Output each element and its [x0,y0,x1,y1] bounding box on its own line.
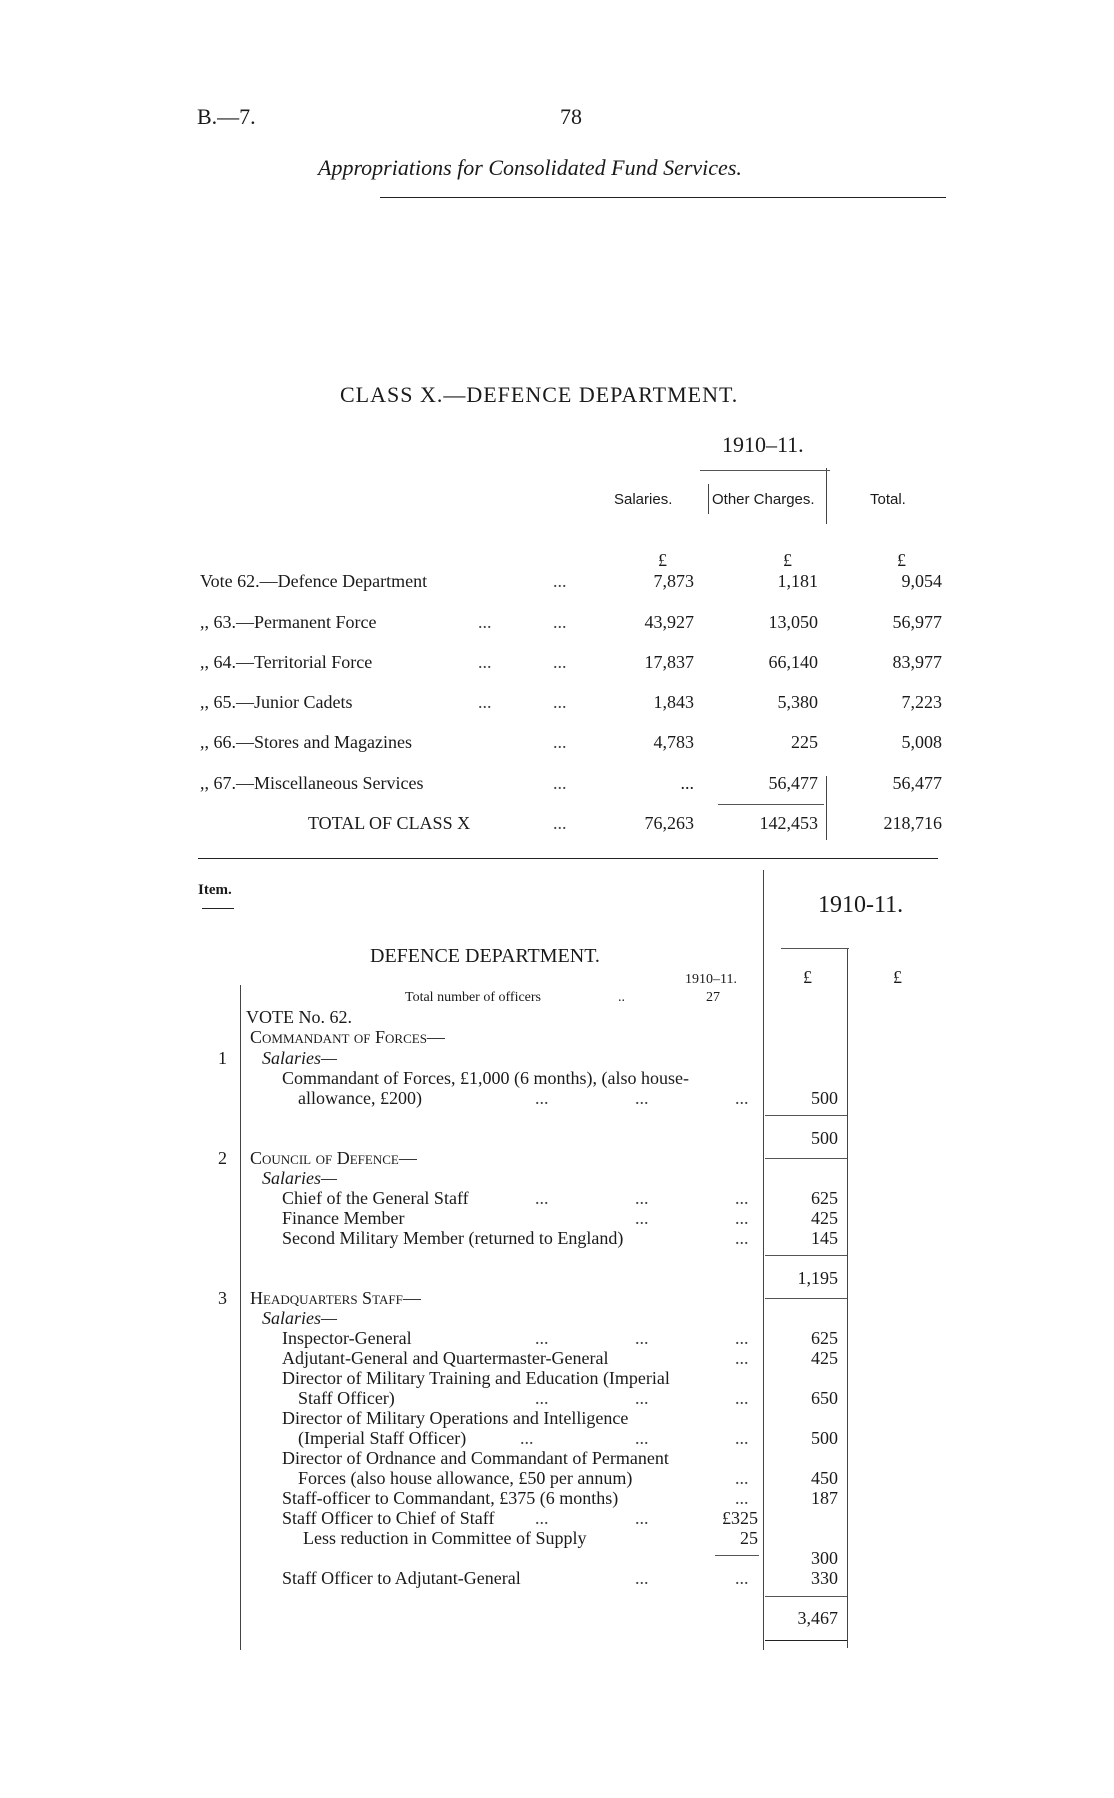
hq-inspector-amount: 625 [811,1328,838,1348]
dots: ... [735,1428,749,1448]
item-number-2: 2 [218,1148,227,1168]
amount-column-left [763,870,764,1650]
council-item-label: Chief of the General Staff [282,1188,469,1208]
currency-other: £ [783,550,792,570]
hq-heading: Headquarters Staff— [250,1288,421,1308]
dots: ... [735,1228,749,1248]
item-rule [202,908,234,909]
officers-dots: .. [618,990,625,1005]
council-item-label: Finance Member [282,1208,405,1228]
col-divider [708,484,709,514]
page-title: Appropriations for Consolidated Fund Services. [318,155,742,180]
hq-ordnance-line2: Forces (also house allowance, £50 per annum) [298,1468,633,1488]
section-rule [198,858,938,859]
row-other: 5,380 [777,692,818,712]
row-other: 56,477 [768,773,818,793]
salaries-label: Salaries— [262,1048,338,1068]
subtotal-rule [765,1255,847,1256]
detail-year: 1910-11. [818,892,904,918]
col-salaries: Salaries. [614,491,673,508]
currency-total: £ [897,550,906,570]
row-salaries: 43,927 [644,612,694,632]
subtotal-rule [765,1158,847,1159]
council-heading: Council of Defence— [250,1148,417,1168]
currency-salaries: £ [658,550,667,570]
row-label: ,, 67.—Miscellaneous Services [200,773,424,793]
commandant-line2: allowance, £200) [298,1088,422,1108]
hq-ops-line2: (Imperial Staff Officer) [298,1428,467,1448]
dots: ... [735,1208,749,1228]
row-dots: ... [553,612,567,632]
row-other: 225 [791,732,818,752]
dots: ... [735,1468,749,1488]
hq-staff-commandant-amount: 187 [811,1488,838,1508]
dots: ... [535,1088,549,1108]
hq-staff-commandant: Staff-officer to Commandant, £375 (6 months) [282,1488,619,1508]
dots: ... [735,1568,749,1588]
row-dots: ... [553,692,567,712]
row-other: 13,050 [768,612,818,632]
total-salaries: 76,263 [644,813,694,833]
item-number-1: 1 [218,1048,227,1068]
dots: ... [735,1088,749,1108]
net-rule [715,1555,759,1556]
dots: ... [735,1328,749,1348]
summary-year: 1910–11. [722,432,804,457]
hq-less-reduction: Less reduction in Committee of Supply [303,1528,587,1548]
row-salaries: ... [680,773,694,793]
dots: ... [635,1188,649,1208]
row-total: 83,977 [892,652,942,672]
hq-adjutant-amount: 425 [811,1348,838,1368]
dots: ... [735,1348,749,1368]
hq-staff-chief: Staff Officer to Chief of Staff [282,1508,495,1528]
dots: ... [535,1328,549,1348]
row-total: 5,008 [901,732,942,752]
dots: ... [635,1328,649,1348]
row-total: 56,977 [892,612,942,632]
class-title: CLASS X.—DEFENCE DEPARTMENT. [340,382,739,407]
vote-label: VOTE No. 62. [246,1007,352,1027]
amount-column-right [847,948,848,1648]
commandant-line1: Commandant of Forces, £1,000 (6 months), (also house- [282,1068,689,1088]
amount-head-rule [781,948,849,949]
row-label: ,, 65.—Junior Cadets [200,692,353,712]
col-divider [826,776,827,840]
council-item-label: Second Military Member (returned to England) [282,1228,624,1248]
row-dots: ... [553,732,567,752]
dots: ... [635,1208,649,1228]
dots: ... [635,1388,649,1408]
total-rule [718,804,824,805]
row-salaries: 1,843 [653,692,694,712]
dots: ... [535,1188,549,1208]
dots: ... [735,1188,749,1208]
hq-subtotal: 3,467 [797,1608,838,1628]
hq-less-amount: 25 [740,1528,758,1548]
hq-ordnance-line1: Director of Ordnance and Commandant of Permanent [282,1448,669,1468]
dots: ... [635,1568,649,1588]
total-dots: ... [553,813,567,833]
row-total: 56,477 [892,773,942,793]
dots: ... [520,1428,534,1448]
row-dots: ... [478,612,492,632]
council-item-amount: 145 [811,1228,838,1248]
hq-inspector: Inspector-General [282,1328,412,1348]
row-total: 7,223 [901,692,942,712]
page-ref: B.—7. [197,104,256,129]
dots: ... [635,1088,649,1108]
dots: ... [635,1508,649,1528]
currency-col1: £ [803,967,812,987]
hq-training-amount: 650 [811,1388,838,1408]
row-total: 9,054 [901,571,942,591]
hq-training-line2: Staff Officer) [298,1388,395,1408]
council-subtotal: 1,195 [797,1268,838,1288]
hq-ordnance-amount: 450 [811,1468,838,1488]
year-rule [700,470,830,471]
subtotal-rule [765,1640,847,1641]
council-item-amount: 425 [811,1208,838,1228]
row-dots: ... [553,652,567,672]
dots: ... [735,1388,749,1408]
col-total: Total. [870,491,906,508]
council-item-amount: 625 [811,1188,838,1208]
row-dots: ... [478,652,492,672]
commandant-heading: Commandant of Forces— [250,1027,445,1047]
salaries-label: Salaries— [262,1168,338,1188]
currency-col2: £ [893,967,902,987]
subtotal-rule [765,1115,847,1116]
dots: ... [635,1428,649,1448]
salaries-label: Salaries— [262,1308,338,1328]
row-label: ,, 64.—Territorial Force [200,652,373,672]
row-label: ,, 66.—Stores and Magazines [200,732,412,752]
header-rule [380,197,946,198]
row-other: 1,181 [777,571,818,591]
row-dots: ... [553,571,567,591]
item-column-line [240,985,241,1650]
row-other: 66,140 [768,652,818,672]
total-label: TOTAL OF CLASS X [308,813,471,833]
page-number: 78 [560,104,582,129]
officers-count: 27 [706,990,720,1005]
hq-ops-amount: 500 [811,1428,838,1448]
subtotal-rule [765,1298,847,1299]
row-label: ,, 63.—Permanent Force [200,612,377,632]
hq-staff-chief-gross: £325 [722,1508,758,1528]
row-salaries: 7,873 [653,571,694,591]
row-dots: ... [553,773,567,793]
total-total: 218,716 [883,813,942,833]
officers-year: 1910–11. [685,972,737,987]
officers-label: Total number of officers [405,990,541,1005]
hq-adjutant: Adjutant-General and Quartermaster-General [282,1348,609,1368]
dots: ... [535,1508,549,1528]
dots: ... [735,1488,749,1508]
row-dots: ... [478,692,492,712]
hq-staff-adjutant-amount: 330 [811,1568,838,1588]
subtotal-rule [765,1596,847,1597]
hq-net-amount: 300 [811,1548,838,1568]
hq-ops-line1: Director of Military Operations and Intelligence [282,1408,629,1428]
hq-training-line1: Director of Military Training and Education (Imperial [282,1368,670,1388]
item-number-3: 3 [218,1288,227,1308]
total-other: 142,453 [759,813,818,833]
col-other-charges: Other Charges. [712,491,815,508]
row-label: Vote 62.—Defence Department [200,571,428,591]
commandant-subtotal: 500 [811,1128,838,1148]
dept-heading: DEFENCE DEPARTMENT. [370,945,600,967]
item-header: Item. [198,882,232,898]
hq-staff-adjutant: Staff Officer to Adjutant-General [282,1568,521,1588]
commandant-amount: 500 [811,1088,838,1108]
row-salaries: 17,837 [644,652,694,672]
col-divider [826,468,827,524]
dots: ... [535,1388,549,1408]
row-salaries: 4,783 [653,732,694,752]
